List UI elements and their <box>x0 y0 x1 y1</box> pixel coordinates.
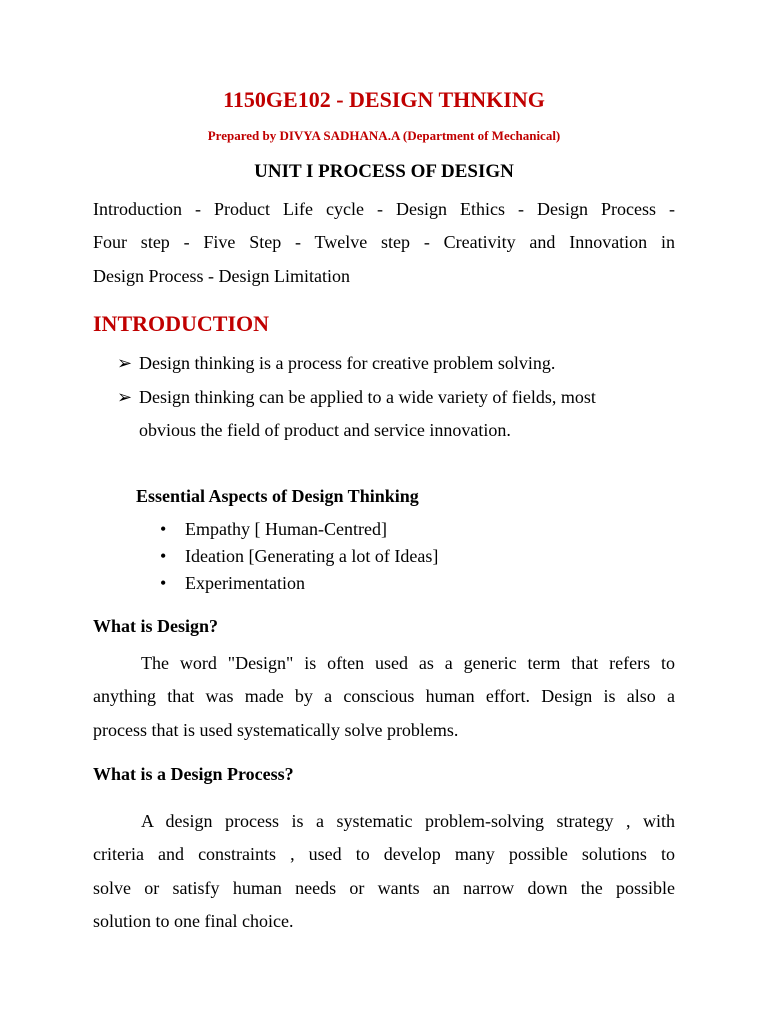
intro-point-text: Design thinking can be applied to a wide variety of fields, most <box>139 387 596 407</box>
design-process-heading: What is a Design Process? <box>93 764 294 784</box>
paragraph-line: anything that was made by a conscious human effort. Design is also a <box>93 686 675 707</box>
list-item-text: Ideation [Generating a lot of Ideas] <box>185 546 439 566</box>
paragraph-line: process that is used systematically solve problems. <box>93 719 459 740</box>
unit-title: UNIT I PROCESS OF DESIGN <box>254 161 514 182</box>
what-is-design-heading: What is Design? <box>93 616 219 636</box>
prepared-by-line: Prepared by DIVYA SADHANA.A (Department of Mechanical) <box>207 128 561 143</box>
paragraph-line: The word "Design" is often used as a generic term that refers to <box>141 653 675 673</box>
design-process-paragraph <box>93 805 675 939</box>
introduction-heading: INTRODUCTION <box>93 311 270 336</box>
arrow-bullet-icon: ➢ <box>117 353 133 373</box>
list-item <box>160 543 438 570</box>
syllabus-line: Introduction - Product Life cycle - Design Ethics - Design Process - <box>93 199 675 219</box>
bullet-icon: • <box>160 546 167 566</box>
list-item <box>160 516 438 543</box>
intro-point-continuation: obvious the field of product and service innovation. <box>139 420 511 440</box>
list-item-text: Experimentation <box>185 573 305 593</box>
paragraph-line: A design process is a systematic problem-solving strategy , with <box>141 811 675 831</box>
arrow-bullet-icon: ➢ <box>117 387 133 407</box>
essential-aspects-heading: Essential Aspects of Design Thinking <box>136 486 419 506</box>
paragraph-line: solution to one final choice. <box>93 911 294 932</box>
paragraph-line: solve or satisfy human needs or wants an narrow down the possible <box>93 877 675 898</box>
syllabus-paragraph <box>93 193 675 293</box>
intro-point <box>117 381 596 414</box>
bullet-icon: • <box>160 573 167 593</box>
syllabus-line: Design Process - Design Limitation <box>93 265 350 286</box>
list-item <box>160 570 438 597</box>
bullet-icon: • <box>160 519 167 539</box>
list-item-text: Empathy [ Human-Centred] <box>185 519 387 539</box>
document-title: 1150GE102 - DESIGN THNKING <box>223 87 545 112</box>
what-is-design-paragraph <box>93 647 675 747</box>
intro-point <box>117 347 555 380</box>
syllabus-line: Four step - Five Step - Twelve step - Creativity and Innovation in <box>93 232 675 253</box>
paragraph-line: criteria and constraints , used to develop many possible solutions to <box>93 844 675 865</box>
intro-point-text: Design thinking is a process for creative problem solving. <box>139 353 556 373</box>
essential-aspects-list <box>160 516 438 597</box>
